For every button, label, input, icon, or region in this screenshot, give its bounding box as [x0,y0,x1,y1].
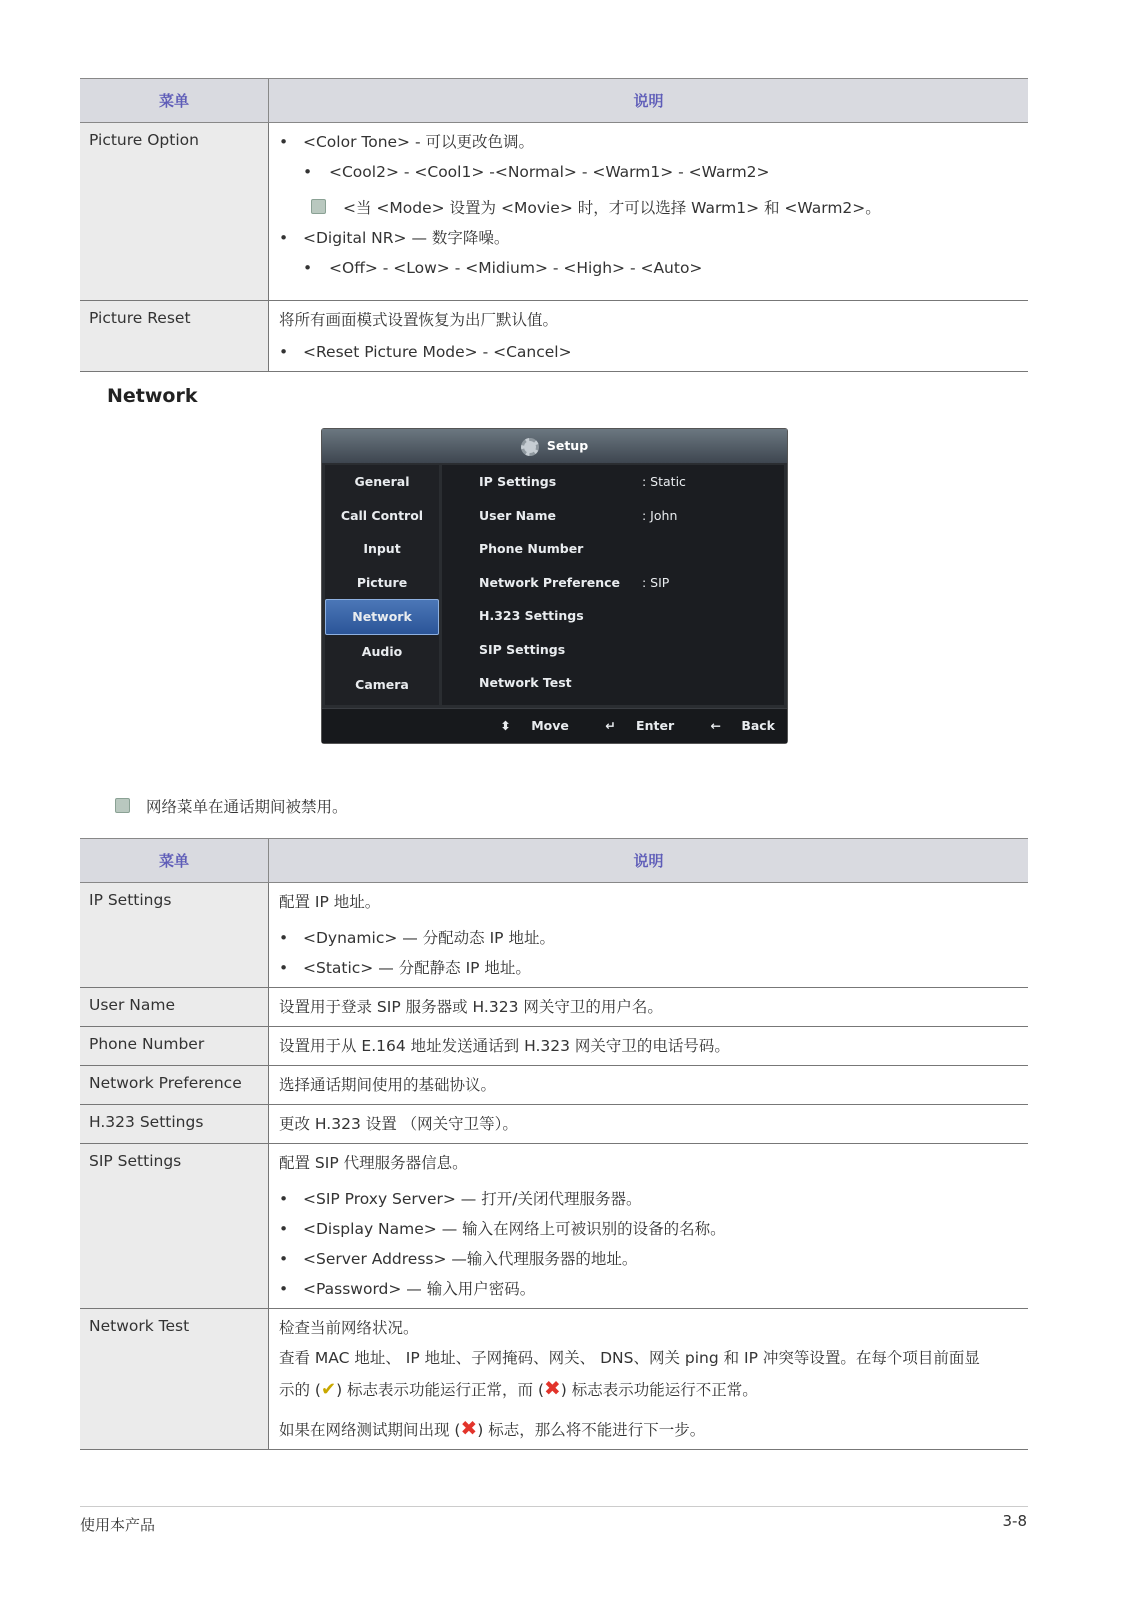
footer-chapter: 使用本产品 [80,1516,156,1534]
setting-row-phone-number[interactable] [442,532,784,566]
page-number: 3-8 [1002,1512,1027,1530]
menu-ip-settings: IP Settings [80,883,269,988]
menu-network-preference: Network Preference [80,1066,269,1105]
color-tone-item: • <Color Tone> - 可以更改色调。 [279,127,1018,157]
desc-network-preference [269,1066,1029,1105]
menu-item-general[interactable]: General [354,474,410,489]
desc-network-test [269,1309,1029,1450]
menu-h323-settings: H.323 Settings [80,1105,269,1144]
setting-label: SIP Settings [479,641,566,657]
menu-item-network[interactable]: Network [325,599,439,635]
note-text: <当 <Mode> 设置为 <Movie> 时，才可以选择 Warm1> 和 <Warm2>。 [343,199,881,217]
menu-item-picture[interactable]: Picture [356,574,408,590]
desc-picture-reset [269,301,1029,372]
note-item [279,193,1018,223]
ip-dynamic-item: • <Dynamic> — 分配动态 IP 地址。 [279,923,1018,953]
setting-label: Phone Number [479,541,584,556]
menu-sip-settings: SIP Settings [80,1144,269,1309]
back-hint [694,718,775,733]
desc-picture-option [269,123,1029,301]
setting-row-network-preference[interactable] [442,566,784,600]
menu-item-input[interactable]: Input [363,541,401,556]
network-test-desc4 [279,1413,1018,1445]
setting-row-network-test[interactable] [442,666,784,700]
sip-display-name-item: • <Display Name> — 输入在网络上可被识别的设备的名称。 [279,1214,1018,1244]
network-test-desc2: 查看 MAC 地址、 IP 地址、子网掩码、网关、 DNS、网关 ping 和 IP 冲突等设置。在每个项目前面显 [279,1349,980,1367]
setting-label: Network Preference [479,574,621,590]
h323-settings-desc: 更改 H.323 设置 （网关守卫等）。 [279,1115,518,1133]
header-desc: 说明 [269,839,1029,883]
cross-icon: ✖ [544,1376,561,1400]
setting-label: IP Settings [479,474,557,489]
desc3-part-c: ) 标志表示功能运行不正常。 [560,1381,758,1399]
gear-icon [521,438,539,456]
desc-ip-settings [269,883,1029,988]
updown-icon: ⬍ [500,718,511,733]
user-name-desc: 设置用于登录 SIP 服务器或 H.323 网关守卫的用户名。 [279,998,663,1016]
desc-phone-number [269,1027,1029,1066]
network-hint [115,796,348,818]
setup-footer [322,708,787,743]
cross-icon: ✖ [460,1416,478,1440]
setup-left-menu [325,465,439,705]
picture-reset-desc: 将所有画面模式设置恢复为出厂默认值。 [279,311,559,329]
setting-value: : Static [642,474,686,489]
picture-table [80,78,1028,372]
ip-static-item: • <Static> — 分配静态 IP 地址。 [279,953,1018,983]
menu-picture-reset: Picture Reset [80,301,269,372]
sip-proxy-item: • <SIP Proxy Server> — 打开/关闭代理服务器。 [279,1184,1018,1214]
header-desc: 说明 [269,79,1029,123]
setting-row-user-name[interactable] [442,499,784,533]
desc-sip-settings [269,1144,1029,1309]
desc3-part-b: ) 标志表示功能运行正常，而 ( [336,1381,545,1399]
move-hint [484,718,569,733]
setting-row-sip[interactable] [442,633,784,667]
setting-row-h323[interactable] [442,599,784,633]
sip-settings-desc: 配置 SIP 代理服务器信息。 [279,1154,468,1172]
enter-icon: ↵ [605,718,616,733]
network-test-desc1: 检查当前网络状况。 [279,1319,419,1337]
network-preference-desc: 选择通话期间使用的基础协议。 [279,1076,497,1094]
desc-h323-settings [269,1105,1029,1144]
header-menu: 菜单 [80,839,269,883]
digital-nr-values: • <Off> - <Low> - <Midium> - <High> - <Auto> [279,253,1018,283]
menu-user-name: User Name [80,988,269,1027]
network-test-desc3 [279,1373,1018,1405]
sip-server-address-item: • <Server Address> —输入代理服务器的地址。 [279,1244,1018,1274]
section-title: Network [107,385,198,407]
ip-settings-desc: 配置 IP 地址。 [279,893,381,911]
menu-network-test: Network Test [80,1309,269,1450]
move-label: Move [531,718,569,733]
setup-right-panel [442,465,784,705]
enter-hint [589,718,674,733]
network-table [80,838,1028,1450]
note-icon [115,798,130,813]
back-label: Back [741,718,775,733]
setting-row-ip[interactable] [442,465,784,499]
setting-value: : John [642,507,678,523]
picture-reset-values: • <Reset Picture Mode> - <Cancel> [279,337,1018,367]
header-menu: 菜单 [80,79,269,123]
note-icon [311,199,326,214]
setting-label: Network Test [479,675,572,690]
sip-password-item: • <Password> — 输入用户密码。 [279,1274,1018,1304]
digital-nr-item: • <Digital NR> — 数字降噪。 [279,223,1018,253]
phone-number-desc: 设置用于从 E.164 地址发送通话到 H.323 网关守卫的电话号码。 [279,1037,730,1055]
desc3-part-a: 示的 ( [279,1381,321,1399]
back-arrow-icon: ← [710,718,721,733]
setting-value: : SIP [642,574,670,590]
menu-picture-option: Picture Option [80,123,269,301]
enter-label: Enter [636,718,675,733]
color-tone-values: • <Cool2> - <Cool1> -<Normal> - <Warm1> - <Warm2> [279,157,1018,187]
desc4-part-b: ) 标志，那么将不能进行下一步。 [477,1421,706,1439]
menu-item-camera[interactable]: Camera [355,677,409,692]
menu-item-call-control[interactable]: Call Control [340,507,424,523]
setup-header [322,429,787,463]
setup-screen [321,428,788,744]
desc-user-name [269,988,1029,1027]
desc4-part-a: 如果在网络测试期间出现 ( [279,1421,461,1439]
setting-label: User Name [479,507,556,523]
footer-divider [80,1506,1028,1507]
setup-title: Setup [546,438,589,453]
check-icon: ✔ [320,1379,337,1400]
setting-label: H.323 Settings [479,608,584,623]
hint-text: 网络菜单在通话期间被禁用。 [146,798,348,816]
menu-item-audio[interactable]: Audio [361,643,403,659]
menu-phone-number: Phone Number [80,1027,269,1066]
